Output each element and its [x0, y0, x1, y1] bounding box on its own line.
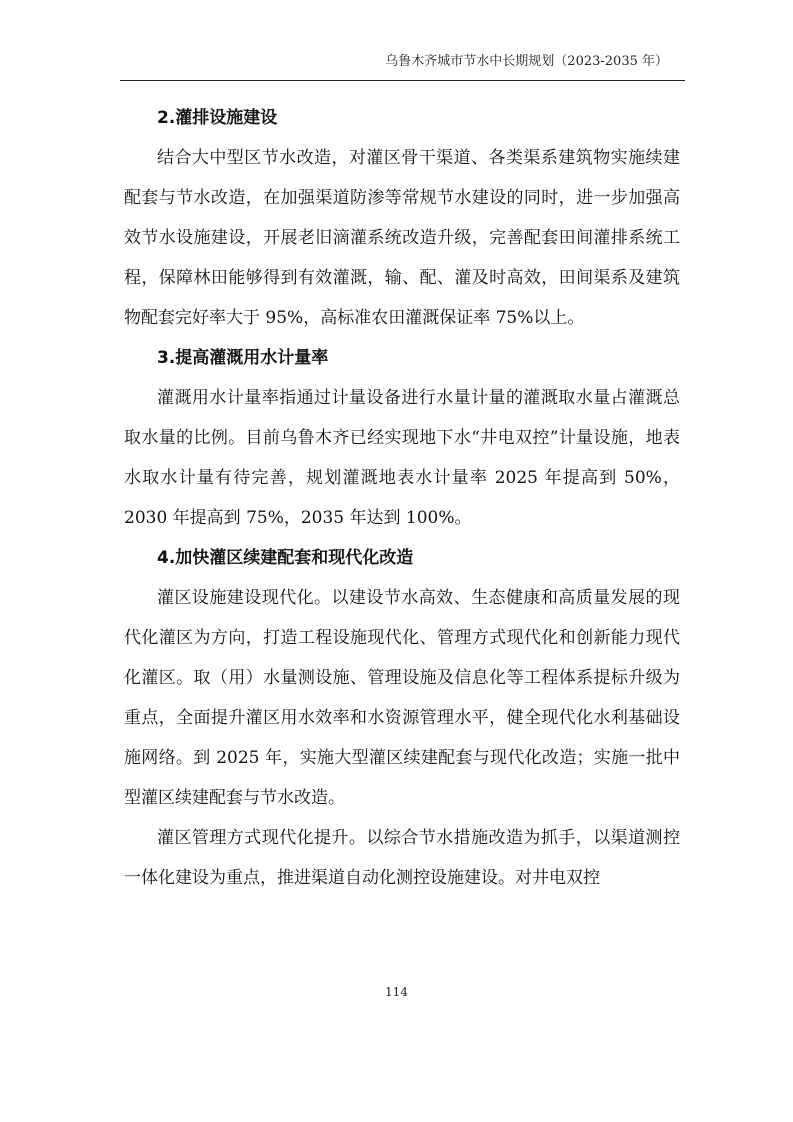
page-body [124, 98, 680, 898]
header-rule [120, 80, 685, 81]
paragraph-facility-modernization: 灌区设施建设现代化。以建设节水高效、生态健康和高质量发展的现代化灌区为方向，打造工程设施现代化、管理方式现代化和创新能力现代化灌区。取（用）水量测设施、管理设施及信息化等工程体系提标升级为重点，全面提升灌区用水效率和水资源管理水平，健全现代化水利基础设施网络。到 2025 年，实施大型灌区续建配套与现代化改造；实施一批中型灌区续建配套与节水改造。 [124, 588, 680, 808]
section-heading-irrigation-drainage: 2.灌排设施建设 [157, 108, 278, 128]
section-heading-metering-rate: 3.提高灌溉用水计量率 [157, 348, 329, 368]
running-header-title: 乌鲁木齐城市节水中长期规划（2023-2035 年） [385, 54, 668, 69]
paragraph-irrigation-drainage: 结合大中型区节水改造，对灌区骨干渠道、各类渠系建筑物实施续建配套与节水改造，在加强渠道防渗等常规节水建设的同时，进一步加强高效节水设施建设，开展老旧滴灌系统改造升级，完善配套田间灌排系统工程，保障林田能够得到有效灌溉，输、配、灌及时高效，田间渠系及建筑物配套完好率大于 95%，高标准农田灌溉保证率 75%以上。 [124, 148, 680, 328]
section-heading-modernization: 4.加快灌区续建配套和现代化改造 [157, 548, 414, 568]
paragraph-management-modernization: 灌区管理方式现代化提升。以综合节水措施改造为抓手，以渠道测控一体化建设为重点，推进渠道自动化测控设施建设。对井电双控 [124, 828, 680, 888]
page-number: 114 [385, 985, 408, 999]
paragraph-metering-rate: 灌溉用水计量率指通过计量设备进行水量计量的灌溉取水量占灌溉总取水量的比例。目前乌鲁木齐已经实现地下水“井电双控”计量设施，地表水取水计量有待完善，规划灌溉地表水计量率 2025 年提高到 50%，2030 年提高到 75%，2035 年达到 100%。 [124, 388, 680, 528]
